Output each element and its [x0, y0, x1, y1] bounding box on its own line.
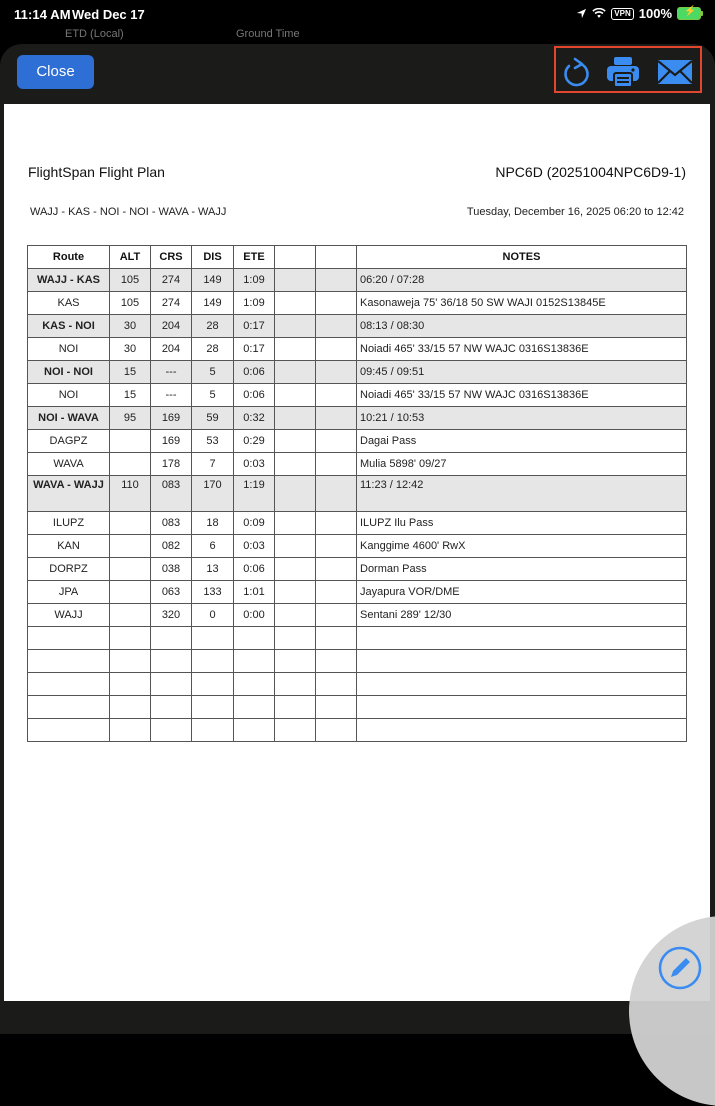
- cell-c6: [275, 361, 316, 384]
- cell-crs: 082: [151, 535, 192, 558]
- document-title: FlightSpan Flight Plan: [28, 164, 165, 180]
- cell-dis: 133: [192, 581, 234, 604]
- cell-notes: [357, 673, 687, 696]
- cell-ete: 0:06: [234, 384, 275, 407]
- cell-alt: [110, 650, 151, 673]
- table-row: [28, 361, 687, 384]
- cell-c7: [316, 719, 357, 742]
- cell-ete: 0:06: [234, 558, 275, 581]
- pencil-icon[interactable]: [658, 946, 702, 990]
- cell-dis: 13: [192, 558, 234, 581]
- flight-plan-document: [4, 104, 710, 1001]
- column-header-dis: DIS: [192, 246, 234, 269]
- cell-crs: [151, 673, 192, 696]
- column-header-alt: ALT: [110, 246, 151, 269]
- cell-alt: [110, 512, 151, 535]
- cell-crs: 038: [151, 558, 192, 581]
- cell-crs: 083: [151, 512, 192, 535]
- table-row: [28, 407, 687, 430]
- battery-percent: 100%: [638, 6, 672, 21]
- column-header-blank-1: [275, 246, 316, 269]
- status-indicators: [576, 6, 701, 21]
- cell-ete: 1:19: [234, 476, 275, 512]
- cell-c6: [275, 558, 316, 581]
- cell-alt: 95: [110, 407, 151, 430]
- cell-c7: [316, 384, 357, 407]
- cell-ete: 0:03: [234, 535, 275, 558]
- cell-c7: [316, 696, 357, 719]
- flight-plan-table: [27, 245, 687, 742]
- cell-route: [28, 650, 110, 673]
- cell-c7: [316, 292, 357, 315]
- cell-notes: Kasonaweja 75' 36/18 50 SW WAJI 0152S13845E: [357, 292, 687, 315]
- cell-c6: [275, 407, 316, 430]
- cell-notes: 11:23 / 12:42: [357, 476, 687, 512]
- cell-notes: Noiadi 465' 33/15 57 NW WAJC 0316S13836E: [357, 338, 687, 361]
- cell-c7: [316, 558, 357, 581]
- cell-route: JPA: [28, 581, 110, 604]
- cell-route: WAVA - WAJJ: [28, 476, 110, 512]
- cell-c7: [316, 430, 357, 453]
- cell-c7: [316, 315, 357, 338]
- cell-c6: [275, 673, 316, 696]
- cell-notes: Jayapura VOR/DME: [357, 581, 687, 604]
- cell-ete: 1:01: [234, 581, 275, 604]
- cell-notes: 10:21 / 10:53: [357, 407, 687, 430]
- cell-c6: [275, 453, 316, 476]
- cell-ete: [234, 627, 275, 650]
- column-header-ete: ETE: [234, 246, 275, 269]
- cell-crs: 178: [151, 453, 192, 476]
- route-summary: WAJJ - KAS - NOI - NOI - WAVA - WAJJ: [30, 206, 227, 218]
- cell-notes: [357, 696, 687, 719]
- cell-dis: 149: [192, 269, 234, 292]
- status-time: 11:14 AM: [14, 7, 71, 22]
- cell-dis: 149: [192, 292, 234, 315]
- cell-alt: 110: [110, 476, 151, 512]
- cell-route: [28, 719, 110, 742]
- cell-crs: 274: [151, 292, 192, 315]
- cell-ete: [234, 650, 275, 673]
- cell-c6: [275, 604, 316, 627]
- cell-ete: 0:17: [234, 315, 275, 338]
- mail-icon[interactable]: [658, 56, 692, 88]
- cell-c6: [275, 581, 316, 604]
- cell-c6: [275, 719, 316, 742]
- cell-dis: [192, 673, 234, 696]
- cell-ete: 0:32: [234, 407, 275, 430]
- table-row: [28, 453, 687, 476]
- table-row: [28, 719, 687, 742]
- cell-c7: [316, 535, 357, 558]
- cell-alt: [110, 604, 151, 627]
- cell-ete: [234, 696, 275, 719]
- etd-label: ETD (Local): [65, 28, 124, 40]
- cell-dis: 0: [192, 604, 234, 627]
- status-bar: [0, 0, 715, 26]
- cell-notes: 06:20 / 07:28: [357, 269, 687, 292]
- cell-route: [28, 627, 110, 650]
- cell-alt: [110, 581, 151, 604]
- status-date: Wed Dec 17: [72, 7, 145, 22]
- table-row: [28, 476, 687, 512]
- cell-route: [28, 673, 110, 696]
- cell-ete: 0:06: [234, 361, 275, 384]
- ground-time-label: Ground Time: [236, 28, 300, 40]
- cell-c6: [275, 384, 316, 407]
- table-row: [28, 535, 687, 558]
- cell-notes: 09:45 / 09:51: [357, 361, 687, 384]
- location-arrow-icon: [576, 8, 587, 19]
- cell-route: DORPZ: [28, 558, 110, 581]
- cell-ete: 1:09: [234, 269, 275, 292]
- cell-ete: [234, 719, 275, 742]
- cell-route: KAN: [28, 535, 110, 558]
- printer-icon[interactable]: [606, 56, 640, 88]
- cell-c7: [316, 627, 357, 650]
- cell-crs: 169: [151, 407, 192, 430]
- cell-c7: [316, 476, 357, 512]
- refresh-icon[interactable]: [560, 56, 594, 88]
- cell-route: NOI: [28, 384, 110, 407]
- table-row: [28, 512, 687, 535]
- cell-dis: 6: [192, 535, 234, 558]
- wifi-icon: [592, 8, 606, 19]
- cell-c7: [316, 512, 357, 535]
- cell-crs: ---: [151, 384, 192, 407]
- cell-c6: [275, 315, 316, 338]
- cell-route: WAVA: [28, 453, 110, 476]
- cell-c7: [316, 338, 357, 361]
- table-row: [28, 604, 687, 627]
- cell-c6: [275, 476, 316, 512]
- cell-c6: [275, 430, 316, 453]
- table-row: [28, 558, 687, 581]
- battery-charging-icon: ⚡: [677, 7, 701, 20]
- table-row: [28, 581, 687, 604]
- cell-alt: [110, 696, 151, 719]
- cell-c6: [275, 338, 316, 361]
- cell-alt: [110, 535, 151, 558]
- cell-c6: [275, 269, 316, 292]
- cell-crs: 083: [151, 476, 192, 512]
- cell-alt: 15: [110, 384, 151, 407]
- cell-route: KAS - NOI: [28, 315, 110, 338]
- cell-c7: [316, 269, 357, 292]
- cell-c6: [275, 512, 316, 535]
- cell-dis: 59: [192, 407, 234, 430]
- cell-dis: 170: [192, 476, 234, 512]
- cell-c6: [275, 627, 316, 650]
- cell-c6: [275, 696, 316, 719]
- cell-alt: [110, 673, 151, 696]
- cell-notes: Kanggime 4600' RwX: [357, 535, 687, 558]
- cell-notes: 08:13 / 08:30: [357, 315, 687, 338]
- cell-notes: Sentani 289' 12/30: [357, 604, 687, 627]
- cell-ete: 0:17: [234, 338, 275, 361]
- table-row: [28, 269, 687, 292]
- cell-crs: [151, 627, 192, 650]
- cell-dis: 5: [192, 384, 234, 407]
- cell-notes: [357, 627, 687, 650]
- cell-alt: [110, 719, 151, 742]
- cell-route: NOI: [28, 338, 110, 361]
- cell-dis: [192, 719, 234, 742]
- flight-id: NPC6D (20251004NPC6D9-1): [495, 164, 686, 180]
- table-row: [28, 627, 687, 650]
- cell-c7: [316, 361, 357, 384]
- cell-ete: 0:00: [234, 604, 275, 627]
- column-header-crs: CRS: [151, 246, 192, 269]
- cell-notes: Mulia 5898' 09/27: [357, 453, 687, 476]
- column-header-blank-2: [316, 246, 357, 269]
- cell-alt: [110, 430, 151, 453]
- cell-ete: 1:09: [234, 292, 275, 315]
- cell-c7: [316, 581, 357, 604]
- cell-ete: 0:29: [234, 430, 275, 453]
- cell-route: [28, 696, 110, 719]
- cell-route: DAGPZ: [28, 430, 110, 453]
- cell-c7: [316, 650, 357, 673]
- cell-c6: [275, 292, 316, 315]
- cell-dis: 28: [192, 338, 234, 361]
- table-row: [28, 650, 687, 673]
- cell-alt: [110, 627, 151, 650]
- column-header-notes: NOTES: [357, 246, 687, 269]
- cell-alt: 30: [110, 338, 151, 361]
- cell-route: NOI - WAVA: [28, 407, 110, 430]
- cell-alt: 30: [110, 315, 151, 338]
- cell-crs: [151, 650, 192, 673]
- cell-notes: [357, 650, 687, 673]
- cell-dis: 7: [192, 453, 234, 476]
- cell-route: NOI - NOI: [28, 361, 110, 384]
- cell-dis: [192, 650, 234, 673]
- vpn-icon: VPN: [611, 8, 633, 20]
- table-header-row: [28, 246, 687, 269]
- cell-route: ILUPZ: [28, 512, 110, 535]
- table-row: [28, 696, 687, 719]
- table-row: [28, 338, 687, 361]
- cell-alt: 15: [110, 361, 151, 384]
- cell-dis: [192, 696, 234, 719]
- cell-dis: 5: [192, 361, 234, 384]
- cell-route: WAJJ - KAS: [28, 269, 110, 292]
- cell-alt: 105: [110, 292, 151, 315]
- table-row: [28, 315, 687, 338]
- cell-crs: ---: [151, 361, 192, 384]
- cell-notes: Dagai Pass: [357, 430, 687, 453]
- cell-dis: 53: [192, 430, 234, 453]
- close-button[interactable]: Close: [17, 55, 94, 89]
- cell-c7: [316, 407, 357, 430]
- cell-alt: 105: [110, 269, 151, 292]
- cell-crs: 320: [151, 604, 192, 627]
- toolbar-actions: [554, 46, 702, 93]
- cell-crs: 169: [151, 430, 192, 453]
- cell-ete: 0:09: [234, 512, 275, 535]
- cell-ete: 0:03: [234, 453, 275, 476]
- cell-c6: [275, 650, 316, 673]
- cell-dis: 28: [192, 315, 234, 338]
- table-row: [28, 384, 687, 407]
- column-header-route: Route: [28, 246, 110, 269]
- table-row: [28, 673, 687, 696]
- cell-crs: 204: [151, 338, 192, 361]
- date-range: Tuesday, December 16, 2025 06:20 to 12:42: [466, 206, 684, 218]
- cell-crs: 274: [151, 269, 192, 292]
- cell-dis: 18: [192, 512, 234, 535]
- cell-crs: [151, 719, 192, 742]
- cell-alt: [110, 558, 151, 581]
- cell-notes: [357, 719, 687, 742]
- cell-c7: [316, 453, 357, 476]
- cell-alt: [110, 453, 151, 476]
- cell-dis: [192, 627, 234, 650]
- cell-route: WAJJ: [28, 604, 110, 627]
- cell-c7: [316, 604, 357, 627]
- cell-c7: [316, 673, 357, 696]
- cell-c6: [275, 535, 316, 558]
- cell-route: KAS: [28, 292, 110, 315]
- cell-notes: Noiadi 465' 33/15 57 NW WAJC 0316S13836E: [357, 384, 687, 407]
- cell-notes: ILUPZ Ilu Pass: [357, 512, 687, 535]
- table-row: [28, 292, 687, 315]
- table-row: [28, 430, 687, 453]
- cell-crs: [151, 696, 192, 719]
- cell-crs: 204: [151, 315, 192, 338]
- cell-ete: [234, 673, 275, 696]
- cell-notes: Dorman Pass: [357, 558, 687, 581]
- cell-crs: 063: [151, 581, 192, 604]
